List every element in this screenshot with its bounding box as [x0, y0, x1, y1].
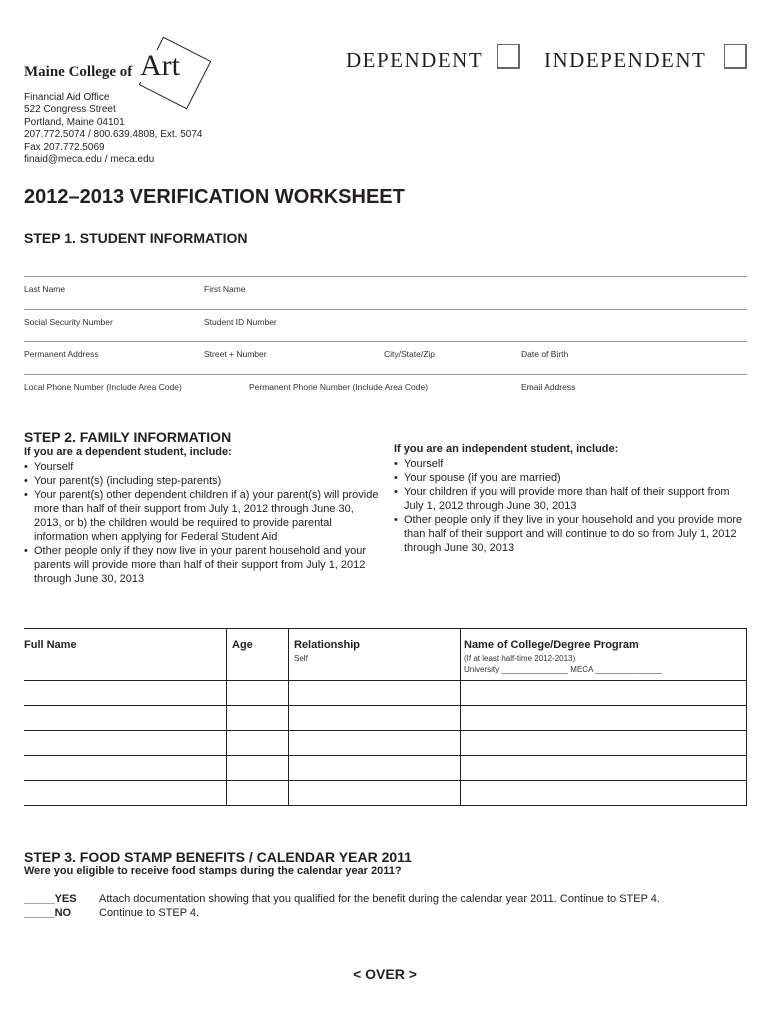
office-line: 522 Congress Street — [24, 104, 116, 116]
date-of-birth-label: Date of Birth — [521, 349, 569, 359]
office-line: Portland, Maine 04101 — [24, 116, 125, 128]
no-option[interactable]: _____NO — [24, 907, 72, 919]
college-university-meca: University _______________ MECA _______________ — [464, 665, 662, 674]
last-name-label: Last Name — [24, 284, 66, 294]
step1-title: STEP 1. STUDENT INFORMATION — [24, 230, 248, 246]
step3-title: STEP 3. FOOD STAMP BENEFITS / CALENDAR YEAR 2011 — [24, 849, 412, 865]
list-item: • Your parent(s) (including step-parents) — [24, 474, 380, 488]
office-line: finaid@meca.edu / meca.edu — [24, 154, 155, 166]
first-name-label: First Name — [204, 284, 246, 294]
field-rule — [24, 309, 747, 310]
table-rule — [24, 628, 747, 629]
permanent-phone-label: Permanent Phone Number (Include Area Code) — [249, 382, 429, 392]
independent-list — [394, 457, 746, 555]
logo-text: Maine College of — [24, 64, 133, 80]
family-table — [24, 628, 747, 806]
id-input-line[interactable] — [24, 295, 747, 309]
student-id-label: Student ID Number — [204, 317, 277, 327]
list-item: • Other people only if they now live in your parent household and your parents will provide more than half of their support from July 1, 2012 through June 30, 2013 — [24, 544, 380, 586]
relationship-self-label: Self — [294, 654, 308, 663]
table-col-divider — [746, 628, 747, 806]
ssn-label: Social Security Number — [24, 317, 113, 327]
table-row[interactable] — [24, 731, 746, 755]
field-rule — [24, 276, 747, 277]
independent-checkbox[interactable] — [724, 44, 747, 69]
email-label: Email Address — [521, 382, 576, 392]
table-row[interactable] — [24, 706, 746, 730]
table-row[interactable] — [24, 756, 746, 780]
yes-instruction: Attach documentation showing that you qualified for the benefit during the calendar year 2011. Continue to STEP 4. — [99, 893, 660, 905]
list-item: • Your children if you will provide more than half of their support from July 1, 2012 through June 30, 2013 — [394, 485, 746, 513]
col-header-college: Name of College/Degree Program — [464, 639, 639, 651]
step2-title: STEP 2. FAMILY INFORMATION — [24, 429, 232, 445]
independent-label: INDEPENDENT — [544, 48, 707, 72]
college-logo — [24, 22, 214, 102]
office-line: Financial Aid Office — [24, 92, 110, 103]
dependent-list — [24, 460, 380, 586]
address-input-line[interactable] — [24, 327, 747, 341]
table-rule — [24, 805, 747, 806]
office-address-block — [24, 92, 203, 166]
food-stamp-question: Were you eligible to receive food stamps during the calendar year 2011? — [24, 865, 402, 877]
contact-input-line[interactable] — [24, 360, 747, 374]
list-item: • Yourself — [394, 457, 746, 471]
street-label: Street + Number — [204, 349, 267, 359]
city-state-zip-label: City/State/Zip — [384, 349, 436, 359]
list-item: • Yourself — [24, 460, 380, 474]
field-rule — [24, 374, 747, 375]
name-input-line[interactable] — [24, 262, 747, 276]
independent-heading: If you are an independent student, include: — [394, 443, 619, 455]
permanent-address-label: Permanent Address — [24, 349, 99, 359]
office-line: Fax 207.772.5069 — [24, 141, 105, 153]
college-subnote: (If at least half-time 2012-2013) — [464, 654, 576, 663]
field-rule — [24, 341, 747, 342]
over-indicator: < OVER > — [353, 966, 417, 982]
list-item: • Other people only if they live in your household and you provide more than half of their support and will continue to do so from July 1, 2012 through June 30, 2013 — [394, 513, 746, 555]
no-instruction: Continue to STEP 4. — [99, 907, 200, 919]
office-line: 207.772.5074 / 800.639.4808, Ext. 5074 — [24, 129, 203, 141]
dependent-heading: If you are a dependent student, include: — [24, 446, 232, 458]
local-phone-label: Local Phone Number (Include Area Code) — [24, 382, 182, 392]
dependent-checkbox[interactable] — [497, 44, 520, 69]
table-row[interactable] — [24, 781, 746, 805]
col-header-age: Age — [232, 639, 253, 651]
page-title: 2012–2013 VERIFICATION WORKSHEET — [24, 186, 405, 208]
list-item: • Your parent(s) other dependent children if a) your parent(s) will provide more than half of their support from July 1, 2012 through June 30, 2013, or b) the children would be required to provide parental information when applying for Federal Student Aid — [24, 488, 380, 544]
col-header-relationship: Relationship — [294, 639, 361, 651]
dependent-label: DEPENDENT — [346, 48, 484, 72]
table-row[interactable] — [24, 681, 746, 705]
yes-option[interactable]: _____YES — [24, 893, 77, 905]
logo-art-text: Art — [140, 49, 180, 82]
col-header-full-name: Full Name — [24, 639, 77, 651]
list-item: • Your spouse (if you are married) — [394, 471, 746, 485]
